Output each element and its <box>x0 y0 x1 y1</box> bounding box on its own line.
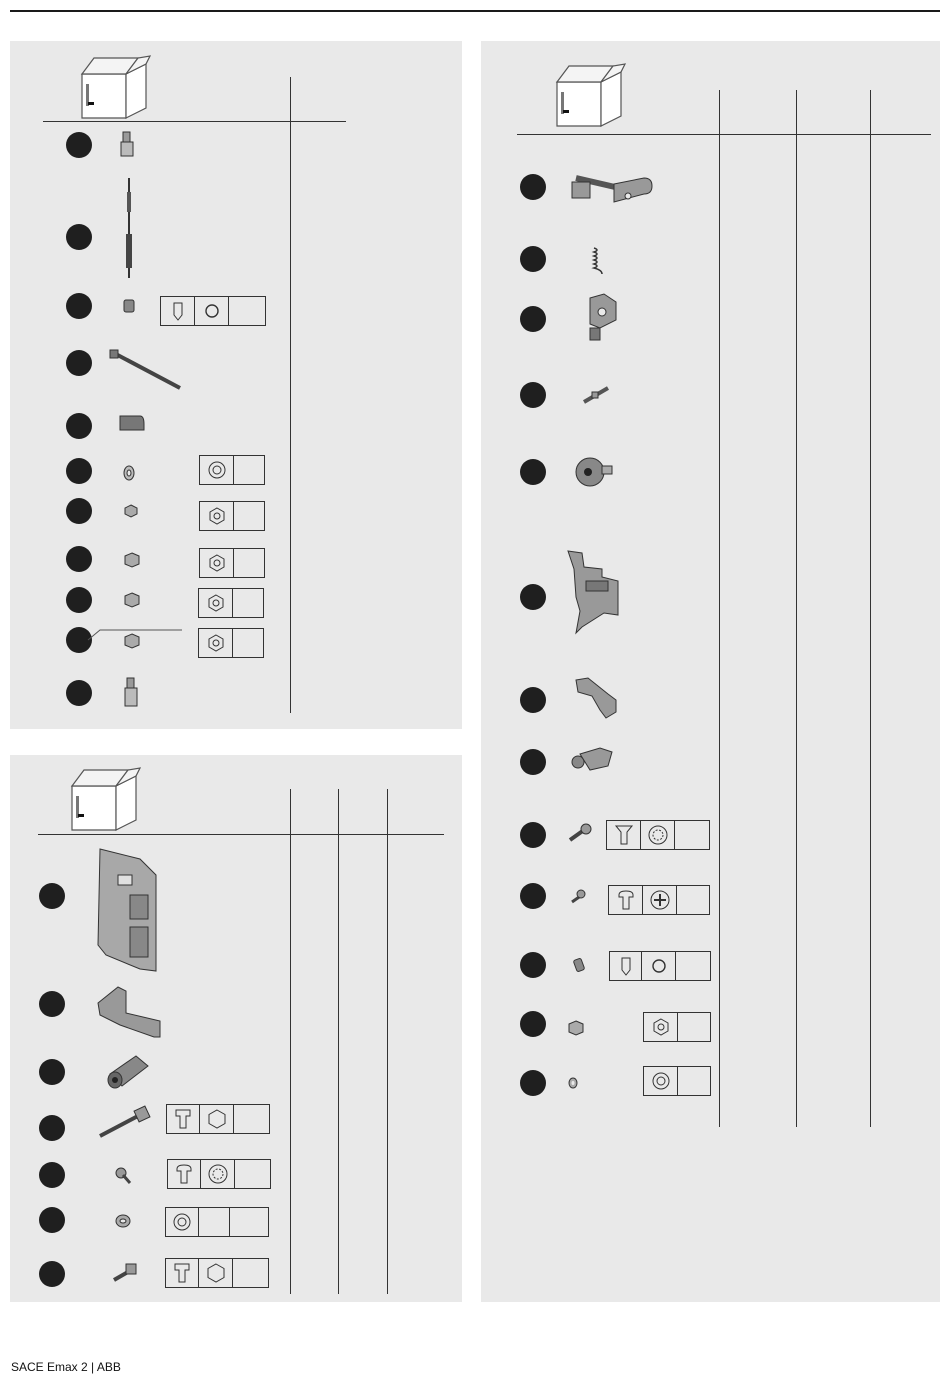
set-screw-icon <box>172 301 184 321</box>
fastener-spec-box <box>198 628 264 658</box>
adhesive-label-part <box>118 412 146 432</box>
item-marker <box>520 883 546 909</box>
torx-drive-icon <box>647 824 669 846</box>
hex-drive-icon <box>207 1109 227 1129</box>
item-marker <box>520 822 546 848</box>
washer-part <box>567 1077 579 1089</box>
item-marker <box>66 413 92 439</box>
item-marker <box>39 1059 65 1085</box>
page-footer: SACE Emax 2 | ABB <box>11 1360 121 1374</box>
fastener-spec-box <box>198 588 264 618</box>
item-marker <box>66 680 92 706</box>
connecting-rod-part <box>122 178 136 282</box>
round-socket-icon <box>203 302 221 320</box>
column-divider <box>387 789 388 1294</box>
item-marker <box>66 224 92 250</box>
item-marker <box>520 459 546 485</box>
header-rule <box>517 134 931 135</box>
socket-cap-screw-icon <box>173 1262 191 1284</box>
item-marker <box>520 1011 546 1037</box>
column-divider <box>290 77 291 713</box>
small-bracket-part <box>572 676 620 720</box>
set-screw-part <box>572 958 586 972</box>
phillips-drive-icon <box>649 889 671 911</box>
fastener-spec-box <box>643 1012 711 1042</box>
open-cardboard-box-icon <box>68 766 140 832</box>
fastener-spec-box <box>160 296 266 326</box>
page-top-rule <box>10 10 940 12</box>
item-marker <box>66 458 92 484</box>
item-marker <box>520 952 546 978</box>
hex-nut-part <box>124 504 138 518</box>
item-marker <box>520 584 546 610</box>
pan-head-screw-icon <box>175 1163 193 1185</box>
roller-knob-part <box>572 454 616 490</box>
fastener-spec-box <box>643 1066 711 1096</box>
hex-nut-part <box>124 592 140 608</box>
open-cardboard-box-icon <box>78 54 150 120</box>
hex-nut-icon <box>206 633 226 653</box>
pan-head-screw-part <box>568 888 588 906</box>
cylindrical-spacer-part <box>106 1052 152 1092</box>
item-marker <box>520 306 546 332</box>
washer-icon <box>207 460 227 480</box>
countersunk-screw-part <box>566 822 592 844</box>
hex-nut-part <box>568 1020 584 1036</box>
hex-nut-icon <box>651 1017 671 1037</box>
pivot-pin-part <box>580 384 612 406</box>
hex-nut-icon <box>207 506 227 526</box>
round-socket-icon <box>650 957 668 975</box>
fastener-spec-box <box>199 548 265 578</box>
fastener-spec-box <box>165 1207 269 1237</box>
hex-drive-icon <box>206 1263 226 1283</box>
item-marker <box>66 132 92 158</box>
washer-part <box>122 464 136 482</box>
hex-bolt-part <box>110 1262 138 1284</box>
fastener-spec-box <box>166 1104 270 1134</box>
bent-plate-part <box>566 549 622 635</box>
fastener-spec-box <box>199 455 265 485</box>
pan-head-screw-part <box>114 1166 134 1186</box>
fastener-spec-box <box>167 1159 271 1189</box>
item-marker <box>66 546 92 572</box>
item-marker <box>39 1261 65 1287</box>
column-divider <box>796 90 797 1127</box>
hex-nut-icon <box>206 593 226 613</box>
item-marker <box>66 293 92 319</box>
item-marker <box>66 350 92 376</box>
cam-lever-part <box>584 292 618 342</box>
cable-tie-part <box>108 348 184 392</box>
countersunk-screw-icon <box>615 824 633 846</box>
item-marker <box>39 991 65 1017</box>
spacer-stud-part <box>122 678 140 710</box>
item-marker <box>66 587 92 613</box>
threaded-stud-part <box>118 132 136 160</box>
fastener-spec-box <box>165 1258 269 1288</box>
item-marker <box>520 382 546 408</box>
fastener-spec-box <box>609 951 711 981</box>
column-divider <box>338 789 339 1294</box>
set-screw-part <box>122 298 136 314</box>
hex-nut-icon <box>207 553 227 573</box>
fastener-spec-box <box>608 885 710 915</box>
item-marker <box>520 1070 546 1096</box>
item-marker <box>520 749 546 775</box>
item-marker <box>520 246 546 272</box>
washer-icon <box>172 1212 192 1232</box>
fastener-spec-box <box>199 501 265 531</box>
long-bolt-part <box>96 1104 152 1140</box>
pan-head-screw-icon <box>617 889 635 911</box>
item-marker <box>39 883 65 909</box>
lever-shaft-part <box>566 164 656 212</box>
column-divider <box>290 789 291 1294</box>
item-marker <box>66 498 92 524</box>
header-rule <box>38 834 444 835</box>
column-divider <box>870 90 871 1127</box>
fastener-spec-box <box>606 820 710 850</box>
open-cardboard-box-icon <box>553 62 625 128</box>
socket-cap-screw-icon <box>174 1108 192 1130</box>
set-screw-icon <box>620 956 632 976</box>
washer-part <box>114 1212 132 1230</box>
item-marker <box>39 1115 65 1141</box>
washer-icon <box>651 1071 671 1091</box>
item-marker <box>39 1162 65 1188</box>
tension-spring-part <box>590 246 608 276</box>
hex-nut-part <box>124 552 140 568</box>
latch-part <box>568 744 616 772</box>
angle-bracket-part <box>96 985 162 1039</box>
item-marker <box>520 174 546 200</box>
hex-nut-part <box>124 633 140 649</box>
mounting-plate-part <box>96 845 162 977</box>
parts-panel-right <box>481 41 940 1302</box>
item-marker <box>39 1207 65 1233</box>
torx-drive-icon <box>207 1163 229 1185</box>
column-divider <box>719 90 720 1127</box>
item-marker <box>520 687 546 713</box>
header-rule <box>43 121 346 122</box>
